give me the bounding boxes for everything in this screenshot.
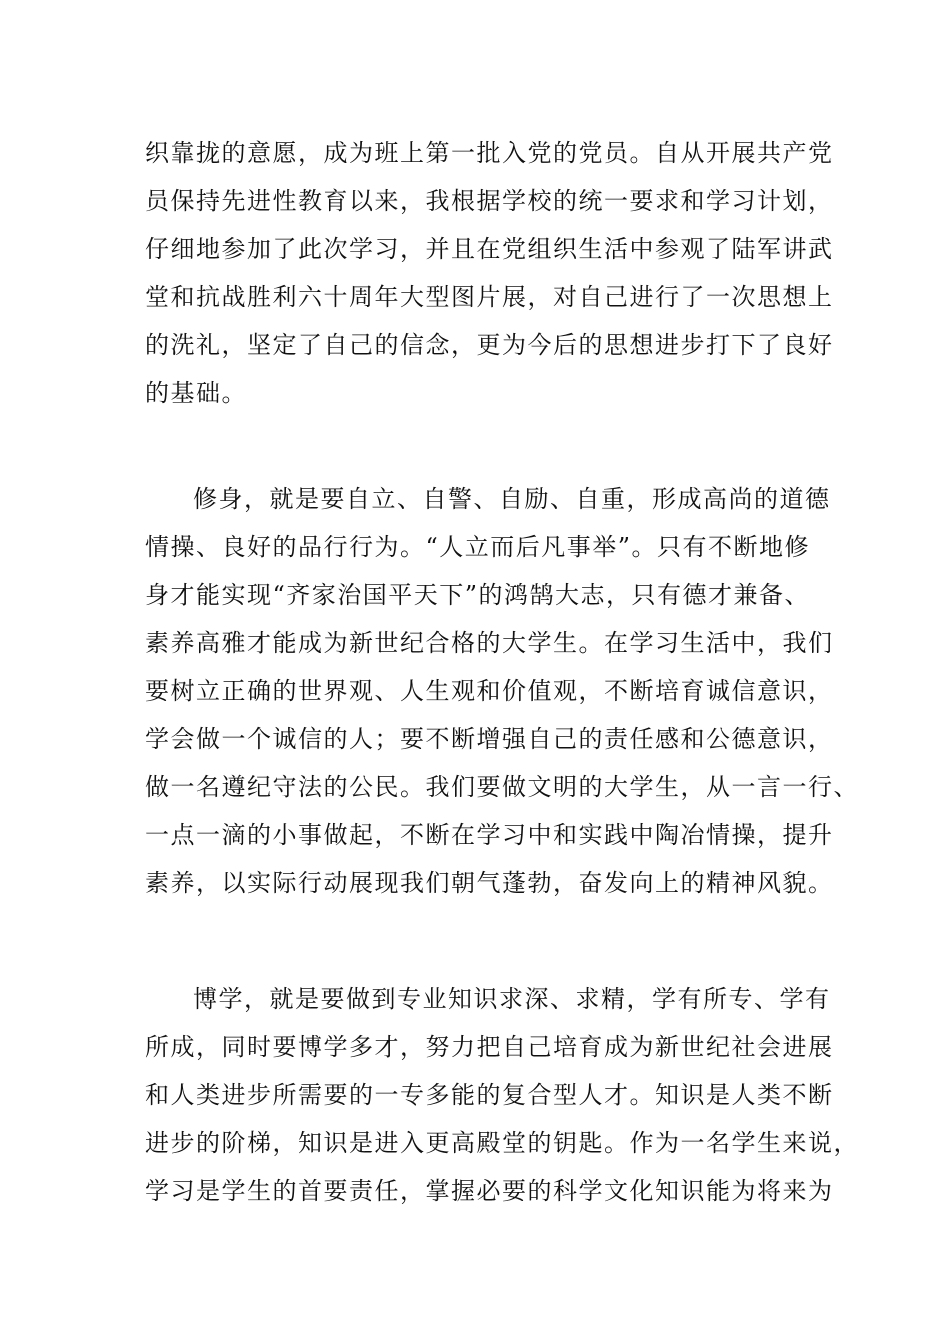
paragraph-1-line-5: 的洗礼，坚定了自己的信念，更为今后的思想进步打下了良好 [145,331,834,359]
paragraph-2-line-5: 要树立正确的世界观、人生观和价值观，不断培育诚信意识， [145,677,834,705]
paragraph-2-line-2: 情操、良好的品行行为。“人立而后凡事举”。只有不断地修 [145,533,811,561]
paragraph-3-line-2: 所成，同时要博学多才，努力把自己培育成为新世纪社会进展 [145,1033,834,1061]
paragraph-1-line-4: 堂和抗战胜利六十周年大型图片展，对自己进行了一次思想上 [145,283,834,311]
paragraph-1-line-1: 织靠拢的意愿，成为班上第一批入党的党员。自从开展共产党 [145,139,834,167]
paragraph-2-line-7: 做一名遵纪守法的公民。我们要做文明的大学生，从一言一行、 [145,773,859,801]
paragraph-2-line-6: 学会做一个诚信的人；要不断增强自己的责任感和公德意识， [145,725,834,753]
paragraph-2-line-3: 身才能实现“齐家治国平天下”的鸿鹄大志，只有德才兼备、 [145,581,811,609]
paragraph-2-line-4: 素养高雅才能成为新世纪合格的大学生。在学习生活中，我们 [145,629,834,657]
paragraph-1-line-6: 的基础。 [145,379,247,407]
paragraph-3-line-4: 进步的阶梯，知识是进入更高殿堂的钥匙。作为一名学生来说， [145,1129,859,1157]
paragraph-3-line-3: 和人类进步所需要的一专多能的复合型人才。知识是人类不断 [145,1081,834,1109]
paragraph-2-line-8: 一点一滴的小事做起，不断在学习中和实践中陶冶情操，提升 [145,821,834,849]
paragraph-1-line-3: 仔细地参加了此次学习，并且在党组织生活中参观了陆军讲武 [145,235,834,263]
paragraph-3-line-5: 学习是学生的首要责任，掌握必要的科学文化知识能为将来为 [145,1177,834,1205]
paragraph-1-line-2: 员保持先进性教育以来，我根据学校的统一要求和学习计划， [145,187,834,215]
paragraph-2-line-9: 素养，以实际行动展现我们朝气蓬勃，奋发向上的精神风貌。 [145,869,834,897]
paragraph-3-line-1: 博学，就是要做到专业知识求深、求精，学有所专、学有 [193,985,831,1013]
paragraph-2-line-1: 修身，就是要自立、自警、自励、自重，形成高尚的道德 [193,485,831,513]
